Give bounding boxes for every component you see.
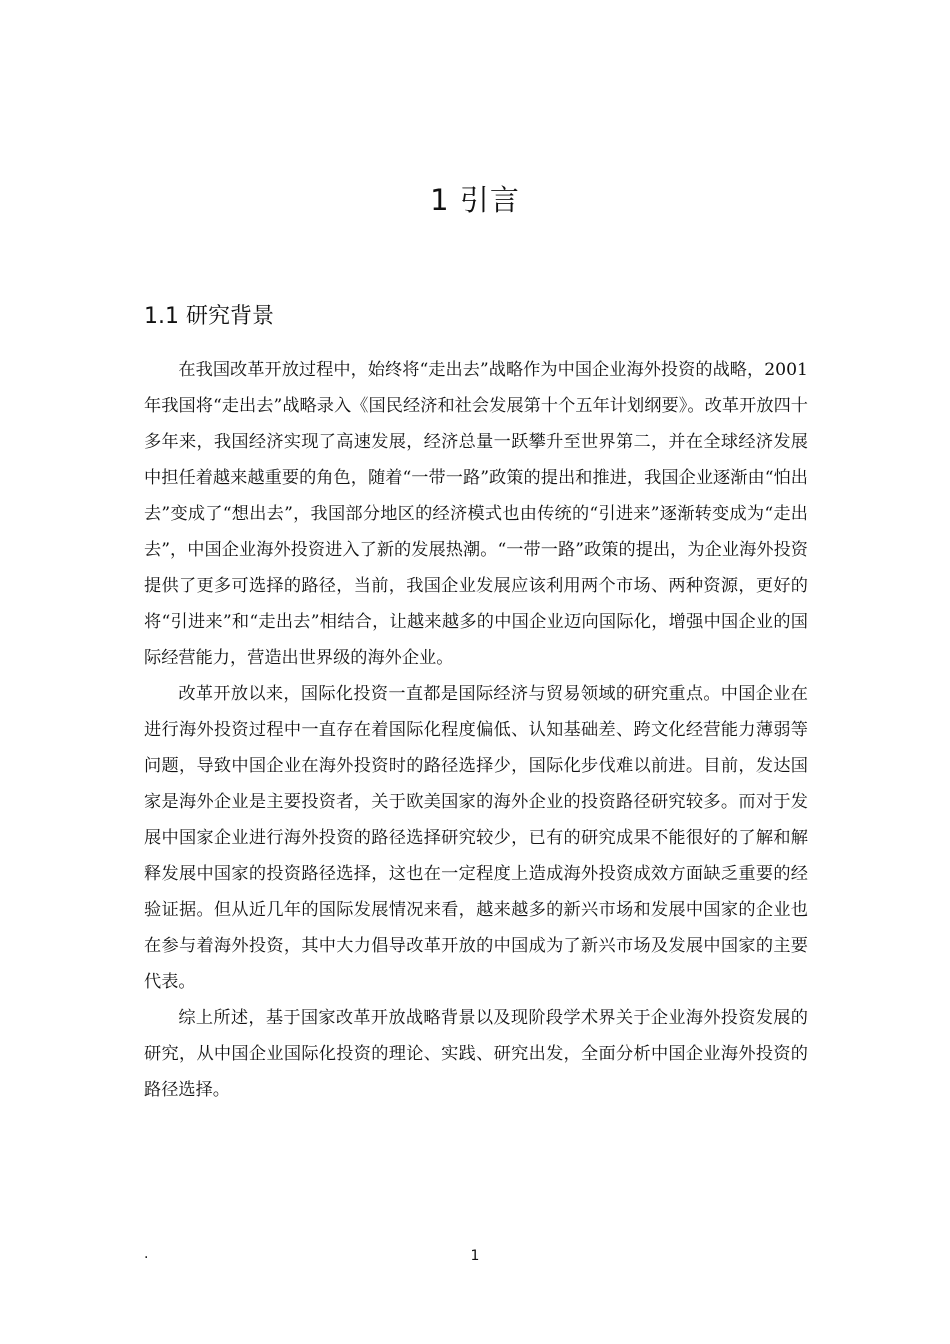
chapter-title: 1 引言: [430, 183, 520, 217]
body-text: [144, 352, 808, 1108]
paragraph: 综上所述，基于国家改革开放战略背景以及现阶段学术界关于企业海外投资发展的研究，从中国企业国际化投资的理论、实践、研究出发，全面分析中国企业海外投资的路径选择。: [144, 1008, 808, 1100]
paragraph: 在我国改革开放过程中，始终将“走出去”战略作为中国企业海外投资的战略，2001 年我国将“走出去”战略录入《国民经济和社会发展第十个五年计划纲要》。改革开放四十多年来，我国经济实现了高速发展，经济总量一跃攀升至世界第二，并在全球经济发展中担任着越来越重要的角色，随着“一带一路”政策的提出和推进，我国企业逐渐由“怕出去”变成了“想出去”，我国部分地区的经济模式也由传统的“引进来”逐渐转变成为“走出去”，中国企业海外投资进入了新的发展热潮。“一带一路”政策的提出，为企业海外投资提供了更多可选择的路径，当前，我国企业发展应该利用两个市场、两种资源，更好的将“引进来”和“走出去”相结合，让越来越多的中国企业迈向国际化，增强中国企业的国际经营能力，营造出世界级的海外企业。: [144, 360, 808, 668]
section-title: 1.1 研究背景: [144, 304, 274, 329]
footer-mark: .: [144, 1246, 149, 1262]
page-number: 1: [470, 1248, 480, 1264]
paragraph: 改革开放以来，国际化投资一直都是国际经济与贸易领域的研究重点。中国企业在进行海外投资过程中一直存在着国际化程度偏低、认知基础差、跨文化经营能力薄弱等问题，导致中国企业在海外投资时的路径选择少，国际化步伐难以前进。目前，发达国家是海外企业是主要投资者，关于欧美国家的海外企业的投资路径研究较多。而对于发展中国家企业进行海外投资的路径选择研究较少，已有的研究成果不能很好的了解和解释发展中国家的投资路径选择，这也在一定程度上造成海外投资成效方面缺乏重要的经验证据。但从近几年的国际发展情况来看，越来越多的新兴市场和发展中国家的企业也在参与着海外投资，其中大力倡导改革开放的中国成为了新兴市场及发展中国家的主要代表。: [144, 684, 808, 992]
